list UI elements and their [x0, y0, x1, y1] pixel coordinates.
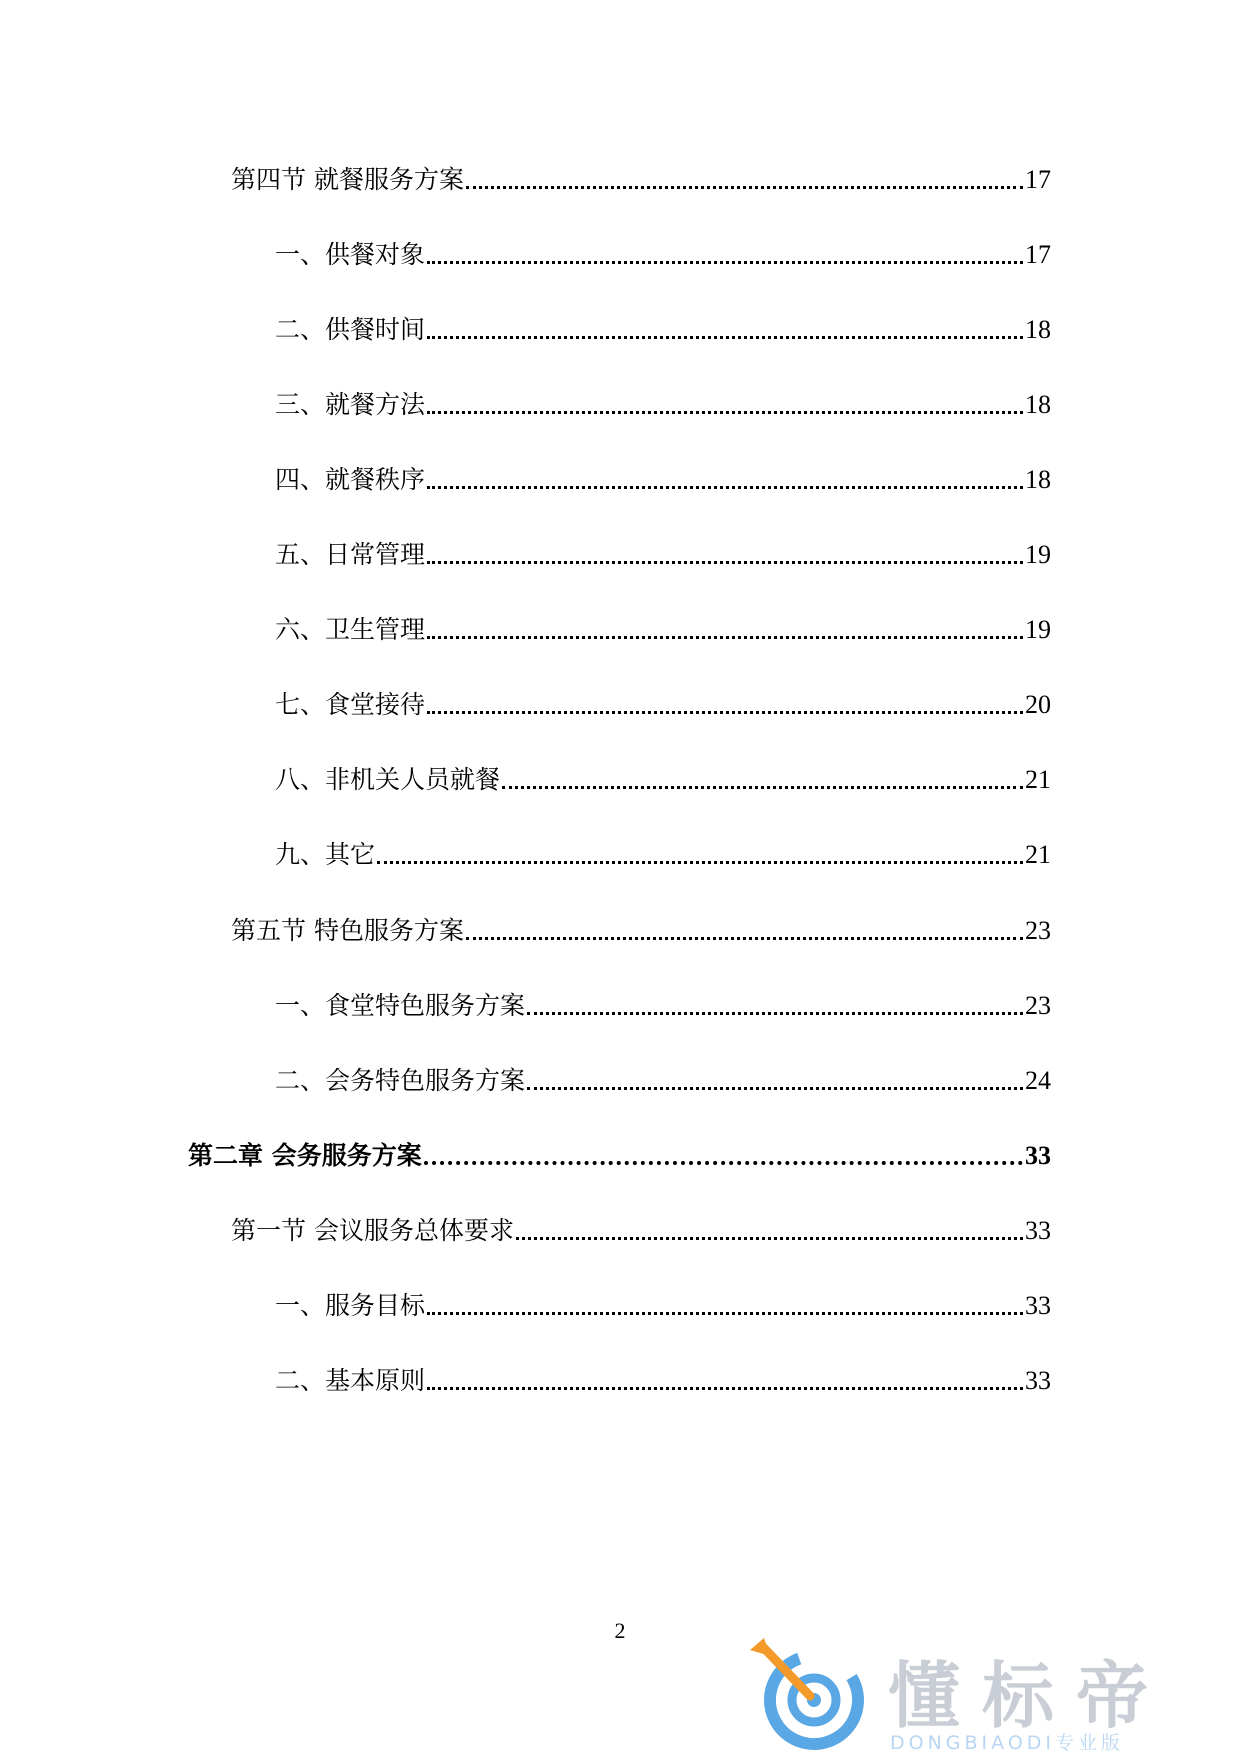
toc-entry-page: 17 — [1025, 240, 1051, 269]
toc-entry-item[interactable] — [275, 1356, 1051, 1396]
toc-dot-leader — [466, 937, 1023, 940]
watermark-brand-name: 懂标帝 — [888, 1654, 1171, 1738]
toc-dot-leader — [427, 1387, 1023, 1390]
toc-entry-chapter-2[interactable] — [188, 1131, 1051, 1171]
toc-dot-leader — [427, 336, 1023, 339]
toc-entry-item[interactable] — [275, 1281, 1051, 1321]
toc-dot-leader — [502, 786, 1023, 789]
toc-entry-page: 23 — [1025, 991, 1051, 1020]
toc-entry-item[interactable] — [275, 380, 1051, 420]
toc-entry-item[interactable] — [275, 981, 1051, 1021]
toc-entry-page: 19 — [1025, 540, 1051, 569]
toc-entry-page: 33 — [1025, 1216, 1051, 1245]
toc-entry-item[interactable] — [275, 605, 1051, 645]
toc-entry-section-5[interactable] — [231, 906, 1051, 946]
toc-entry-page: 21 — [1025, 840, 1051, 869]
toc-entry-title: 七、食堂接待 — [275, 690, 426, 719]
toc-entry-title: 五、日常管理 — [275, 540, 426, 569]
toc-entry-title: 第四节 就餐服务方案 — [231, 165, 464, 194]
toc-entry-title: 四、就餐秩序 — [275, 465, 426, 494]
toc-entry-title: 二、基本原则 — [275, 1366, 426, 1395]
toc-dot-leader — [427, 1312, 1023, 1315]
toc-entry-page: 33 — [1025, 1366, 1051, 1395]
toc-entry-title: 一、供餐对象 — [275, 240, 426, 269]
toc-entry-item[interactable] — [275, 830, 1051, 870]
toc-entry-page: 20 — [1025, 690, 1051, 719]
toc-entry-page: 19 — [1025, 615, 1051, 644]
toc-entry-title: 一、服务目标 — [275, 1291, 426, 1320]
toc-dot-leader — [427, 486, 1023, 489]
target-arrow-icon — [748, 1636, 868, 1751]
toc-entry-title: 九、其它 — [275, 840, 376, 869]
toc-dot-leader — [424, 1161, 1023, 1165]
toc-entry-page: 17 — [1025, 165, 1051, 194]
toc-dot-leader — [527, 1087, 1023, 1090]
toc-entry-item[interactable] — [275, 455, 1051, 495]
toc-entry-title: 八、非机关人员就餐 — [275, 765, 501, 794]
toc-entry-item[interactable] — [275, 755, 1051, 795]
toc-dot-leader — [427, 636, 1023, 639]
toc-entry-page: 33 — [1025, 1291, 1051, 1320]
toc-entry-title: 二、供餐时间 — [275, 315, 426, 344]
toc-entry-item[interactable] — [275, 1056, 1051, 1096]
toc-entry-item[interactable] — [275, 530, 1051, 570]
toc-dot-leader — [516, 1237, 1023, 1240]
toc-dot-leader — [427, 711, 1023, 714]
toc-dot-leader — [427, 561, 1023, 564]
toc-entry-title: 第一节 会议服务总体要求 — [231, 1216, 514, 1245]
toc-entry-item[interactable] — [275, 680, 1051, 720]
toc-entry-title: 第五节 特色服务方案 — [231, 916, 464, 945]
toc-entry-item[interactable] — [275, 230, 1051, 270]
toc-entry-title: 六、卫生管理 — [275, 615, 426, 644]
watermark-subtitle: DONGBIAODI专业版 — [890, 1732, 1125, 1754]
toc-entry-page: 18 — [1025, 315, 1051, 344]
toc-entry-section-4[interactable] — [231, 155, 1051, 195]
toc-entry-title: 二、会务特色服务方案 — [275, 1066, 526, 1095]
page-number: 2 — [614, 1618, 626, 1643]
toc-dot-leader — [427, 411, 1023, 414]
toc-entry-page: 18 — [1025, 390, 1051, 419]
toc-entry-item[interactable] — [275, 305, 1051, 345]
toc-dot-leader — [527, 1012, 1023, 1015]
toc-entry-page: 23 — [1025, 916, 1051, 945]
toc-entry-page: 18 — [1025, 465, 1051, 494]
toc-entry-title: 第二章 会务服务方案 — [188, 1141, 422, 1170]
toc-entry-page: 33 — [1025, 1141, 1051, 1170]
watermark — [740, 1636, 1220, 1754]
toc-dot-leader — [427, 261, 1023, 264]
toc-entry-title: 一、食堂特色服务方案 — [275, 991, 526, 1020]
toc-entry-section-1[interactable] — [231, 1206, 1051, 1246]
toc-entry-page: 24 — [1025, 1066, 1051, 1095]
toc-dot-leader — [377, 861, 1023, 864]
toc-entry-title: 三、就餐方法 — [275, 390, 426, 419]
toc-entry-page: 21 — [1025, 765, 1051, 794]
toc-dot-leader — [466, 186, 1023, 189]
